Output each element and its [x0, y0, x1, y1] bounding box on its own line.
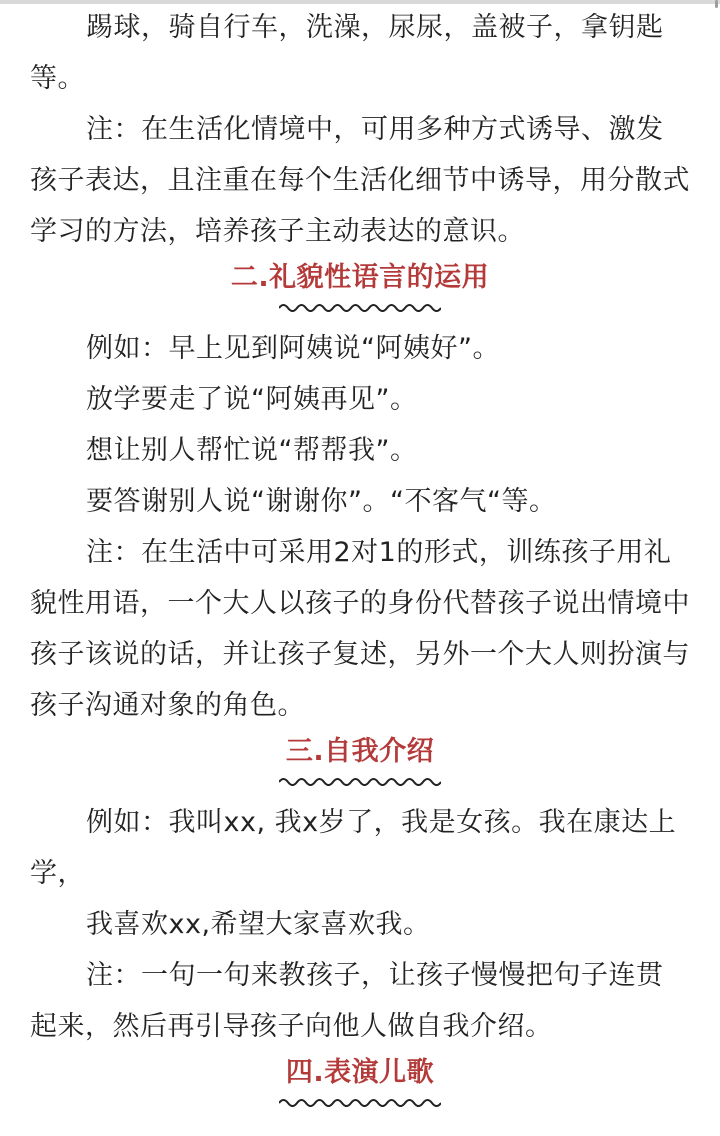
- section-heading: 二.礼貌性语言的运用: [230, 262, 490, 293]
- section-heading-block: [30, 731, 690, 789]
- wave-divider-icon: [279, 1096, 441, 1110]
- paragraph: 放学要走了说“阿姨再见”。: [86, 384, 418, 415]
- paragraph-note: 注：一句一句来教孩子，让孩子慢慢把句子连贯起来，然后再引导孩子向他人做自我介绍。: [30, 960, 664, 1042]
- section-heading-block: [30, 1052, 690, 1110]
- wave-divider-icon: [279, 775, 441, 789]
- paragraph: 例如：我叫xx, 我x岁了，我是女孩。我在康达上学，: [30, 807, 677, 889]
- section-heading-block: [30, 257, 690, 315]
- section-heading: 四.表演儿歌: [285, 1057, 435, 1088]
- article-body: [30, 0, 690, 1110]
- paragraph: 想让别人帮忙说“帮帮我”。: [86, 435, 418, 466]
- paragraph: 例如：早上见到阿姨说“阿姨好”。: [86, 333, 500, 364]
- section-heading: 三.自我介绍: [285, 736, 435, 767]
- paragraph-note: 注：在生活中可采用2对1的形式，训练孩子用礼貌性用语，一个大人以孩子的身份代替孩子说出情境中孩子该说的话，并让孩子复述，另外一个大人则扮演与孩子沟通对象的角色。: [30, 537, 690, 721]
- paragraph: 要答谢别人说“谢谢你”。“不客气“等。: [86, 486, 557, 517]
- scrollbar-thumb[interactable]: [715, 0, 718, 8]
- paragraph-note: 注：在生活化情境中，可用多种方式诱导、激发孩子表达，且注重在每个生活化细节中诱导，用分散式学习的方法，培养孩子主动表达的意识。: [30, 114, 690, 247]
- paragraph: 踢球，骑自行车，洗澡，尿尿，盖被子，拿钥匙等。: [30, 12, 664, 94]
- paragraph: 我喜欢xx,希望大家喜欢我。: [86, 909, 431, 940]
- wave-divider-icon: [279, 301, 441, 315]
